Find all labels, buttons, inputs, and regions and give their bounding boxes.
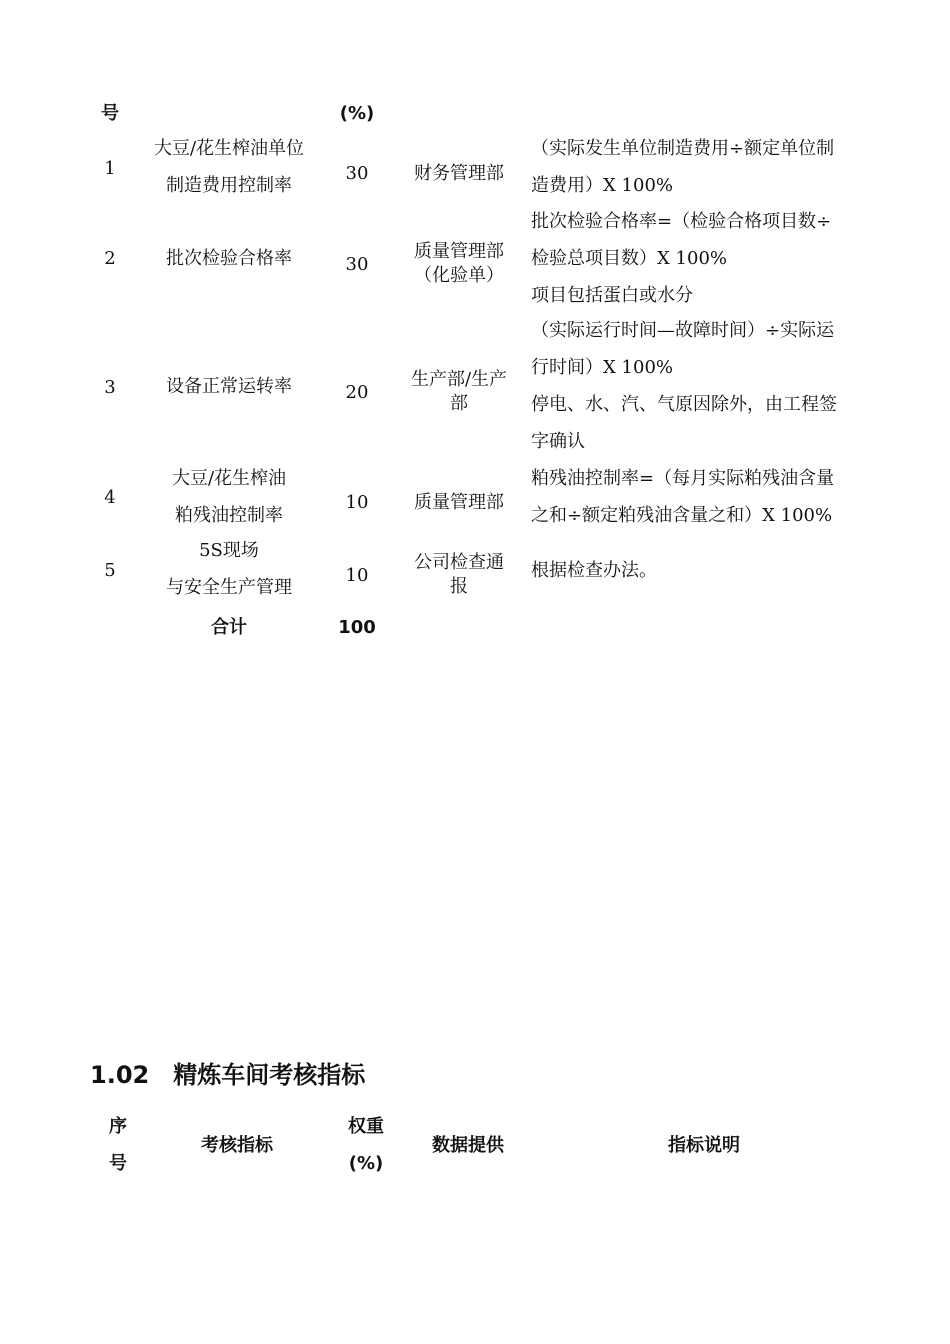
row2-provider-line2: （化验单） [414,265,504,286]
row4-provider: 质量管理部 [414,492,504,513]
row5-provider-line2: 报 [450,576,468,597]
row4-desc-line1: 粕残油控制率=（每月实际粕残油含量 [531,468,835,489]
table2-header-provider: 数据提供 [432,1135,504,1156]
row2-weight: 30 [345,254,369,275]
row3-desc-line3: 停电、水、汽、气原因除外，由工程签 [531,394,837,415]
row5-provider-line1: 公司检查通 [414,552,504,573]
row4-indicator-line2: 粕残油控制率 [175,505,283,526]
row5-desc: 根据检查办法。 [531,560,657,581]
row3-desc-line4: 字确认 [531,431,585,452]
section-heading [90,1060,365,1090]
table2-header-weight-line2: (%) [348,1153,384,1174]
table1-header-weight: (%) [339,103,375,124]
row1-indicator-line1: 大豆/花生榨油单位 [153,138,305,159]
row2-desc-line1: 批次检验合格率=（检验合格项目数÷ [531,211,832,232]
total-label: 合计 [211,617,247,638]
row2-indicator: 批次检验合格率 [166,248,292,269]
row3-indicator: 设备正常运转率 [166,376,292,397]
row3-desc-line1: （实际运行时间—故障时间）÷实际运 [531,320,835,341]
row2-desc-line2: 检验总项目数）X 100% [531,248,727,269]
row5-weight: 10 [345,565,369,586]
table2-header-seq-line1: 序 [109,1116,127,1137]
row3-desc-line2: 行时间）X 100% [531,357,673,378]
row1-indicator-line2: 制造费用控制率 [166,175,292,196]
table2-header-weight-line1: 权重 [348,1116,384,1137]
section-number: 1.02 [90,1061,150,1089]
total-weight: 100 [338,617,376,638]
row2-desc-line3: 项目包括蛋白或水分 [531,285,693,306]
row3-provider-line2: 部 [450,393,468,414]
row3-weight: 20 [345,382,369,403]
row1-desc-line1: （实际发生单位制造费用÷额定单位制 [531,138,835,159]
row4-indicator-line1: 大豆/花生榨油 [171,468,287,489]
row1-seq: 1 [104,158,116,179]
section-title: 精炼车间考核指标 [173,1061,366,1089]
row1-weight: 30 [345,163,369,184]
row1-provider: 财务管理部 [414,163,504,184]
table2-header-indicator: 考核指标 [201,1135,273,1156]
row4-weight: 10 [345,492,369,513]
table1-header-seq: 号 [101,103,119,124]
row4-desc-line2: 之和÷额定粕残油含量之和）X 100% [531,505,833,526]
row3-provider-line1: 生产部/生产 [410,369,508,390]
row2-provider-line1: 质量管理部 [414,241,504,262]
row1-desc-line2: 造费用）X 100% [531,175,673,196]
row5-indicator-line2: 与安全生产管理 [166,577,292,598]
row5-seq: 5 [104,560,116,581]
table2-header-seq-line2: 号 [109,1153,127,1174]
row5-indicator-line1: 5S现场 [199,540,259,561]
row2-seq: 2 [104,248,116,269]
row3-seq: 3 [104,377,116,398]
table2-header-desc: 指标说明 [668,1135,740,1156]
row4-seq: 4 [104,487,116,508]
